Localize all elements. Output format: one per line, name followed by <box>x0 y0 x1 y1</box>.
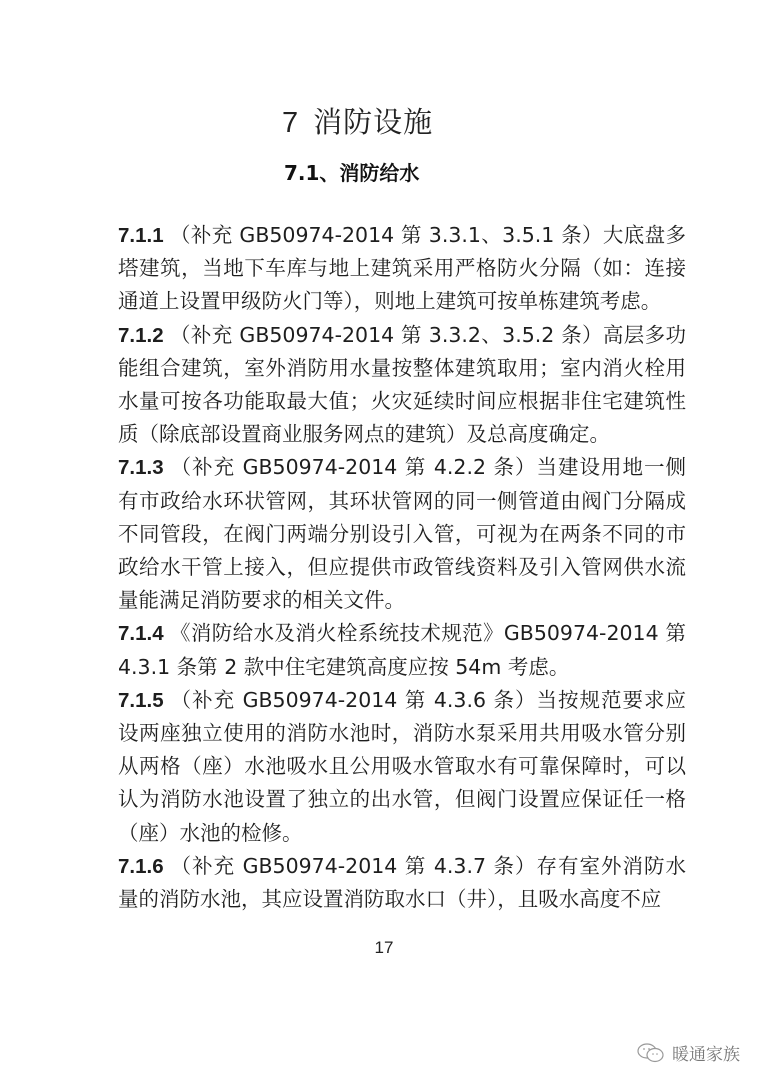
clause-id: 7.1.6 <box>118 854 164 878</box>
clause <box>118 850 686 916</box>
watermark-text: 暖通家族 <box>672 1045 740 1065</box>
clause-text: （补充 GB50974-2014 第 4.3.6 条）当按规范要求应设两座独立使用的消防水池时，消防水泵采用共用吸水管分别从两格（座）水池吸水且公用吸水管取水有可靠保障时，可以认为消防水池设置了独立的出水管，但阀门设置应保证任一格（座）水池的检修。 <box>118 687 686 845</box>
clause <box>118 684 686 850</box>
chapter-title <box>282 100 433 141</box>
clause-text: （补充 GB50974-2014 第 3.3.1、3.5.1 条）大底盘多塔建筑，当地下车库与地上建筑采用严格防火分隔（如：连接通道上设置甲级防火门等），则地上建筑可按单栋建筑考虑。 <box>118 223 686 314</box>
chapter-number: 7 <box>282 107 300 139</box>
chapter-title-text: 消防设施 <box>313 105 434 139</box>
clause-id: 7.1.3 <box>118 456 164 480</box>
clause-text: （补充 GB50974-2014 第 4.3.7 条）存有室外消防水量的消防水池，其应设置消防取水口（井），且吸水高度不应 <box>118 853 686 912</box>
document-body <box>118 219 686 916</box>
wechat-icon <box>636 1042 666 1064</box>
clause <box>118 219 686 319</box>
clause <box>118 617 686 683</box>
clause-id: 7.1.4 <box>118 622 164 646</box>
clause-text: （补充 GB50974-2014 第 4.2.2 条）当建设用地一侧有市政给水环状管网，其环状管网的同一侧管道由阀门分隔成不同管段，在阀门两端分别设引入管，可视为在两条不同的市政给水干管上接入，但应提供市政管线资料及引入管网供水流量能满足消防要求的相关文件。 <box>118 455 686 613</box>
clause-text: 《消防给水及消火栓系统技术规范》GB50974-2014 第 4.3.1 条第 2 款中住宅建筑高度应按 54m 考虑。 <box>118 621 686 679</box>
page-number: 17 <box>374 938 394 957</box>
clause <box>118 319 686 452</box>
clause-id: 7.1.1 <box>118 224 164 247</box>
watermark <box>636 1040 740 1065</box>
clause-id: 7.1.5 <box>118 688 164 712</box>
section-title: 7.1、消防给水 <box>284 161 420 185</box>
clause-text: （补充 GB50974-2014 第 3.3.2、3.5.2 条）高层多功能组合建筑，室外消防用水量按整体建筑取用；室内消火栓用水量可按各功能取最大值；火灾延续时间应根据非住宅建筑性质（除底部设置商业服务网点的建筑）及总高度确定。 <box>118 322 686 447</box>
clause <box>118 451 686 617</box>
clause-id: 7.1.2 <box>118 323 164 347</box>
